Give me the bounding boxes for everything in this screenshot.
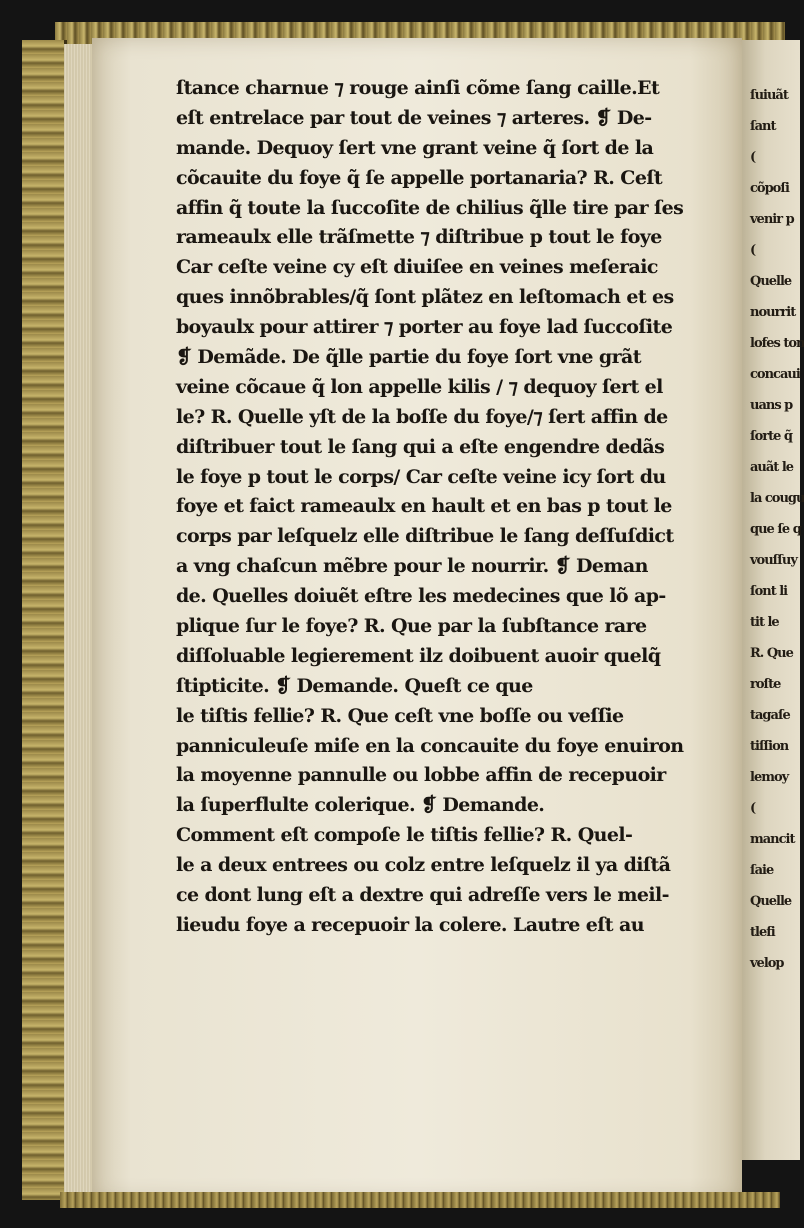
page-stack-edge bbox=[64, 44, 94, 1194]
facing-text-line: tagaſe bbox=[750, 708, 790, 723]
text-line: ſtance charnue ⁊ rouge ainſi cõme ſang caille.Et bbox=[176, 77, 660, 99]
main-text-column bbox=[176, 74, 724, 941]
facing-text-line: ( bbox=[750, 150, 756, 165]
text-line: le? R. Quelle yſt de la boſſe du foye/⁊ ſert affin de bbox=[176, 405, 668, 428]
facing-text-line: ſaie bbox=[750, 863, 774, 878]
facing-text-line: R. Que bbox=[750, 646, 793, 661]
facing-text-line: ſant bbox=[750, 119, 776, 134]
facing-text-line: tlefi bbox=[750, 925, 775, 940]
facing-text-line: que ſe q bbox=[750, 522, 801, 537]
text-line: veine cõcaue q̃ lon appelle kilis / ⁊ dequoy ſert el bbox=[176, 375, 663, 398]
text-line: a vng chaſcun mẽbre pour le nourrir. ❡ Deman bbox=[176, 555, 648, 578]
facing-text-line: ſorte q̃ bbox=[750, 429, 793, 444]
text-line: affin q̃ toute la ſuccoſite de chilius q̃lle tire par ſes bbox=[176, 196, 684, 219]
facing-text-line: uans p bbox=[750, 398, 793, 413]
text-line: ſtipticite. ❡ Demande. Queſt ce que bbox=[176, 674, 533, 697]
text-line: ❡ Demãde. De q̃lle partie du foye ſort vne grãt bbox=[176, 346, 641, 369]
text-line: Car ceſte veine cy eſt diuiſee en veines meſeraic bbox=[176, 256, 658, 279]
text-line: eſt entrelace par tout de veines ⁊ arteres. ❡ De- bbox=[176, 106, 652, 129]
text-line: rameaulx elle trãſmette ⁊ diſtribue p tout le foye bbox=[176, 226, 662, 249]
text-line: mande. Dequoy ſert vne grant veine q̃ ſort de la bbox=[176, 136, 654, 159]
facing-text-line: lemoy bbox=[750, 770, 789, 785]
bottom-binding-edge bbox=[60, 1192, 780, 1208]
facing-text-line: vouſſuy bbox=[750, 553, 797, 568]
text-line: corps par leſquelz elle diſtribue le ſang deſſuſdict bbox=[176, 525, 674, 548]
text-line: la moyenne pannulle ou lobbe affin de recepuoir bbox=[176, 764, 666, 787]
facing-text-line: ( bbox=[750, 243, 756, 258]
text-line: le a deux entrees ou colz entre leſquelz il ya diſtã bbox=[176, 854, 671, 877]
facing-text-line: ſont li bbox=[750, 584, 788, 599]
facing-text-line: concaui bbox=[750, 367, 800, 382]
facing-text-line: velop bbox=[750, 956, 784, 971]
facing-text-line: venir p bbox=[750, 212, 794, 227]
facing-text-line: roſte bbox=[750, 677, 781, 692]
text-line: ce dont lung eſt a dextre qui adreſſe vers le meil- bbox=[176, 884, 669, 907]
text-line: le tiſtis fellie? R. Que ceſt vne boſſe ou veſſie bbox=[176, 704, 624, 727]
text-line: lieudu foye a recepuoir la colere. Lautre eſt au bbox=[176, 913, 644, 936]
facing-text-line: cõpoſi bbox=[750, 181, 789, 196]
text-line: cõcauite du foye q̃ ſe appelle portanaria? R. Ceſt bbox=[176, 166, 663, 189]
facing-text-line: Quelle bbox=[750, 274, 792, 289]
facing-text-line: Quelle bbox=[750, 894, 792, 909]
facing-text-line: tit le bbox=[750, 615, 779, 630]
facing-text-line: auãt le bbox=[750, 460, 794, 475]
facing-text-line: ſuiuãt bbox=[750, 88, 788, 103]
text-line: diſſoluable legierement ilz doibuent auoir quelq̃ bbox=[176, 644, 661, 667]
text-line: boyaulx pour attirer ⁊ porter au foye lad ſuccoſite bbox=[176, 316, 673, 339]
text-line: plique ſur le foye? R. Que par la ſubſtance rare bbox=[176, 615, 647, 638]
facing-text-line: ( bbox=[750, 801, 756, 816]
facing-page-text bbox=[750, 80, 804, 979]
text-line: le foye p tout le corps/ Car ceſte veine icy ſort du bbox=[176, 465, 666, 488]
facing-text-line: nourrit bbox=[750, 305, 796, 320]
facing-text-line: tiſſion bbox=[750, 739, 789, 754]
facing-text-line: lofes ton bbox=[750, 336, 804, 351]
text-line: ques innõbrables/q̃ ſont plãtez en leſtomach et es bbox=[176, 286, 674, 309]
text-line: diſtribuer tout le ſang qui a eſte engendre dedãs bbox=[176, 435, 665, 458]
left-binding-spine bbox=[22, 40, 67, 1200]
facing-text-line: mancit bbox=[750, 832, 795, 847]
text-line: panniculeuſe miſe en la concauite du foye enuiron bbox=[176, 734, 684, 757]
text-line: de. Quelles doiuẽt eſtre les medecines que lõ ap- bbox=[176, 585, 666, 608]
text-line: Comment eſt compoſe le tiſtis fellie? R. Quel- bbox=[176, 824, 633, 847]
text-line: foye et faict rameaulx en hault et en bas p tout le bbox=[176, 495, 672, 518]
text-line: la ſuperflulte colerique. ❡ Demande. bbox=[176, 794, 545, 817]
facing-text-line: la cougu bbox=[750, 491, 804, 506]
